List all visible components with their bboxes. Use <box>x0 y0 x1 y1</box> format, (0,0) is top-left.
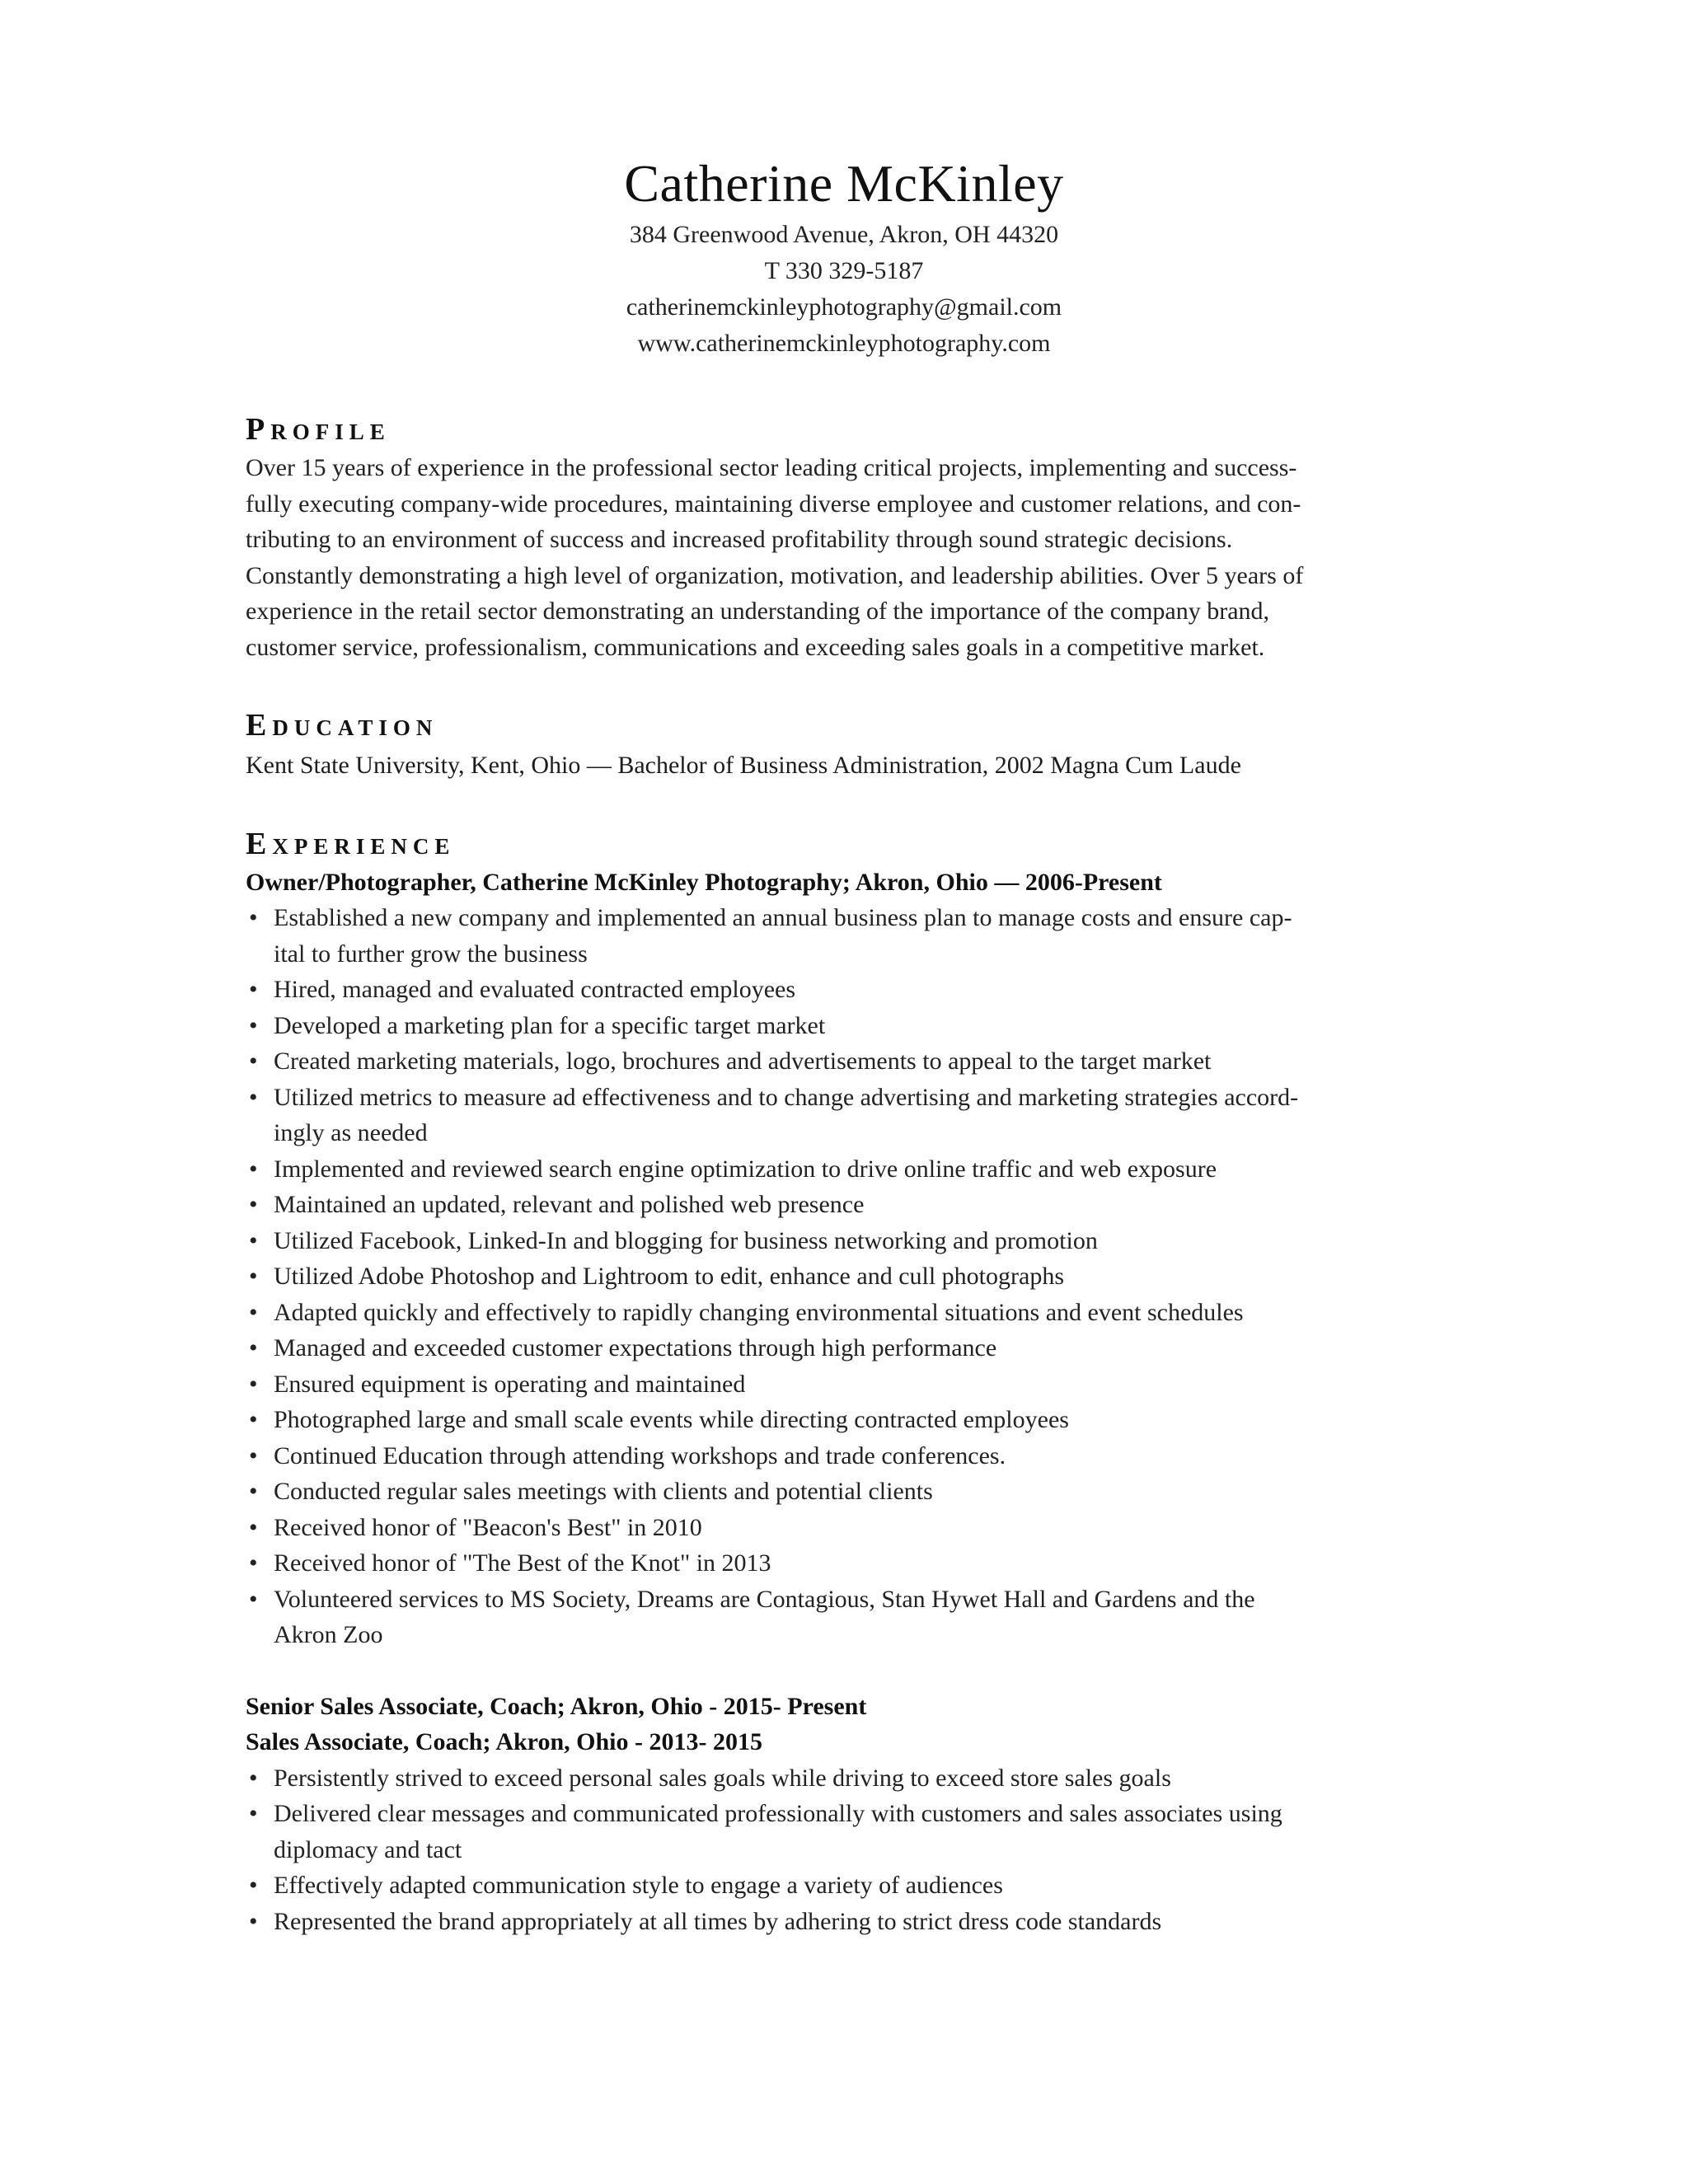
section-spacer <box>246 665 1465 705</box>
bullet-item <box>246 1008 1465 1044</box>
bullet-icon: • <box>249 1047 258 1075</box>
candidate-name: Catherine McKinley <box>624 154 1064 213</box>
phone: T 330 329-5187 <box>764 257 924 284</box>
bullet-item <box>246 1043 1465 1080</box>
bullet-text: Managed and exceeded customer expectations through high performance <box>274 1334 997 1361</box>
bullet-item <box>246 1438 1465 1474</box>
bullet-item <box>246 1330 1465 1366</box>
bullet-item <box>246 1080 1465 1151</box>
bullet-text: ital to further grow the business <box>274 940 588 968</box>
bullet-text: Utilized metrics to measure ad effectiveness and to change advertising and marketing strategies accord- <box>274 1083 1299 1111</box>
education-heading: Education <box>246 708 438 743</box>
job-spacer <box>246 1653 1465 1689</box>
bullet-item <box>246 900 1465 972</box>
bullet-item <box>246 1295 1465 1331</box>
bullet-text: Implemented and reviewed search engine optimization to drive online traffic and web exposure <box>274 1155 1217 1183</box>
bullet-item <box>246 1474 1465 1510</box>
bullet-icon: • <box>249 1370 258 1398</box>
bullet-item <box>246 1366 1465 1403</box>
bullet-text: Adapted quickly and effectively to rapidly changing environmental situations and event schedules <box>274 1298 1244 1326</box>
job2-bullet-list <box>246 1760 1465 1940</box>
profile-line: Constantly demonstrating a high level of organization, motivation, and leadership abilities. Over 5 years of <box>246 561 1304 589</box>
bullet-item <box>246 1904 1465 1940</box>
education-section <box>246 705 1465 784</box>
profile-line: customer service, professionalism, communications and exceeding sales goals in a competitive market. <box>246 633 1265 661</box>
bullet-icon: • <box>249 1585 258 1613</box>
section-spacer <box>246 784 1465 823</box>
profile-line: tributing to an environment of success and increased profitability through sound strategic decisions. <box>246 526 1233 553</box>
website: www.catherinemckinleyphotography.com <box>637 330 1051 357</box>
bullet-icon: • <box>249 1298 258 1326</box>
bullet-text: Created marketing materials, logo, brochures and advertisements to appeal to the target market <box>274 1047 1212 1075</box>
bullet-text: Persistently strived to exceed personal sales goals while driving to exceed store sales goals <box>274 1764 1171 1792</box>
bullet-icon: • <box>249 1191 258 1218</box>
bullet-item <box>246 1258 1465 1295</box>
profile-section <box>246 409 1465 665</box>
education-entry: Kent State University, Kent, Ohio — Bachelor of Business Administration, 2002 Magna Cum Laude <box>246 752 1241 779</box>
bullet-text: Maintained an updated, relevant and polished web presence <box>274 1191 865 1218</box>
bullet-icon: • <box>249 1334 258 1361</box>
bullet-icon: • <box>249 1764 258 1792</box>
bullet-icon: • <box>249 1226 258 1254</box>
job1-bullet-list <box>246 900 1465 1653</box>
bullet-icon: • <box>249 1155 258 1183</box>
bullet-icon: • <box>249 904 258 931</box>
bullet-item <box>246 1510 1465 1546</box>
bullet-item <box>246 1187 1465 1223</box>
bullet-text: Effectively adapted communication style to engage a variety of audiences <box>274 1872 1003 1899</box>
bullet-text: Continued Education through attending workshops and trade conferences. <box>274 1441 1006 1469</box>
experience-heading: Experience <box>246 826 456 861</box>
bullet-item <box>246 972 1465 1008</box>
bullet-item <box>246 1402 1465 1438</box>
email: catherinemckinleyphotography@gmail.com <box>626 293 1062 321</box>
experience-section <box>246 823 1465 1940</box>
address: 384 Greenwood Avenue, Akron, OH 44320 <box>629 221 1059 248</box>
bullet-icon: • <box>249 1441 258 1469</box>
bullet-icon: • <box>249 1513 258 1541</box>
bullet-text: Utilized Facebook, Linked-In and blogging for business networking and promotion <box>274 1226 1098 1254</box>
resume-body <box>246 409 1465 1939</box>
bullet-icon: • <box>249 1907 258 1935</box>
bullet-icon: • <box>249 1083 258 1111</box>
profile-heading: Profile <box>246 412 391 447</box>
bullet-icon: • <box>249 976 258 1003</box>
bullet-item <box>246 1545 1465 1582</box>
bullet-text: Established a new company and implemented an annual business plan to manage costs and ensure cap- <box>274 904 1292 931</box>
resume-header <box>0 151 1688 362</box>
bullet-icon: • <box>249 1011 258 1039</box>
profile-line: Over 15 years of experience in the professional sector leading critical projects, implementing and success- <box>246 454 1297 481</box>
bullet-icon: • <box>249 1872 258 1899</box>
bullet-icon: • <box>249 1478 258 1505</box>
job-title: Sales Associate, Coach; Akron, Ohio - 2013- 2015 <box>246 1728 762 1755</box>
bullet-item <box>246 1760 1465 1797</box>
profile-line: fully executing company-wide procedures, maintaining diverse employee and customer relations, and con- <box>246 490 1301 518</box>
profile-line: experience in the retail sector demonstrating an understanding of the importance of the company brand, <box>246 598 1270 625</box>
bullet-icon: • <box>249 1549 258 1577</box>
bullet-text: Hired, managed and evaluated contracted employees <box>274 976 796 1003</box>
bullet-text: Utilized Adobe Photoshop and Lightroom to edit, enhance and cull photographs <box>274 1263 1064 1290</box>
bullet-text: Received honor of "The Best of the Knot" in 2013 <box>274 1549 771 1577</box>
job-title: Owner/Photographer, Catherine McKinley Photography; Akron, Ohio — 2006-Present <box>246 868 1162 896</box>
bullet-text: Developed a marketing plan for a specific target market <box>274 1011 826 1039</box>
bullet-icon: • <box>249 1406 258 1433</box>
bullet-icon: • <box>249 1263 258 1290</box>
bullet-text: Represented the brand appropriately at all times by adhering to strict dress code standards <box>274 1907 1162 1935</box>
bullet-text: Volunteered services to MS Society, Dreams are Contagious, Stan Hywet Hall and Gardens and the <box>274 1585 1255 1613</box>
bullet-icon: • <box>249 1800 258 1827</box>
bullet-text: Ensured equipment is operating and maintained <box>274 1370 746 1398</box>
bullet-item <box>246 1223 1465 1259</box>
bullet-item <box>246 1868 1465 1904</box>
bullet-item <box>246 1151 1465 1188</box>
bullet-item <box>246 1796 1465 1868</box>
job-title: Senior Sales Associate, Coach; Akron, Ohio - 2015- Present <box>246 1692 867 1720</box>
bullet-text: diplomacy and tact <box>274 1835 462 1863</box>
bullet-text: ingly as needed <box>274 1119 428 1146</box>
bullet-text: Conducted regular sales meetings with clients and potential clients <box>274 1478 933 1505</box>
profile-text <box>246 450 1465 665</box>
bullet-text: Received honor of "Beacon's Best" in 2010 <box>274 1513 702 1541</box>
bullet-text: Photographed large and small scale events while directing contracted employees <box>274 1406 1069 1433</box>
bullet-text: Akron Zoo <box>274 1621 383 1648</box>
bullet-text: Delivered clear messages and communicated professionally with customers and sales associates using <box>274 1800 1282 1827</box>
bullet-item <box>246 1582 1465 1653</box>
